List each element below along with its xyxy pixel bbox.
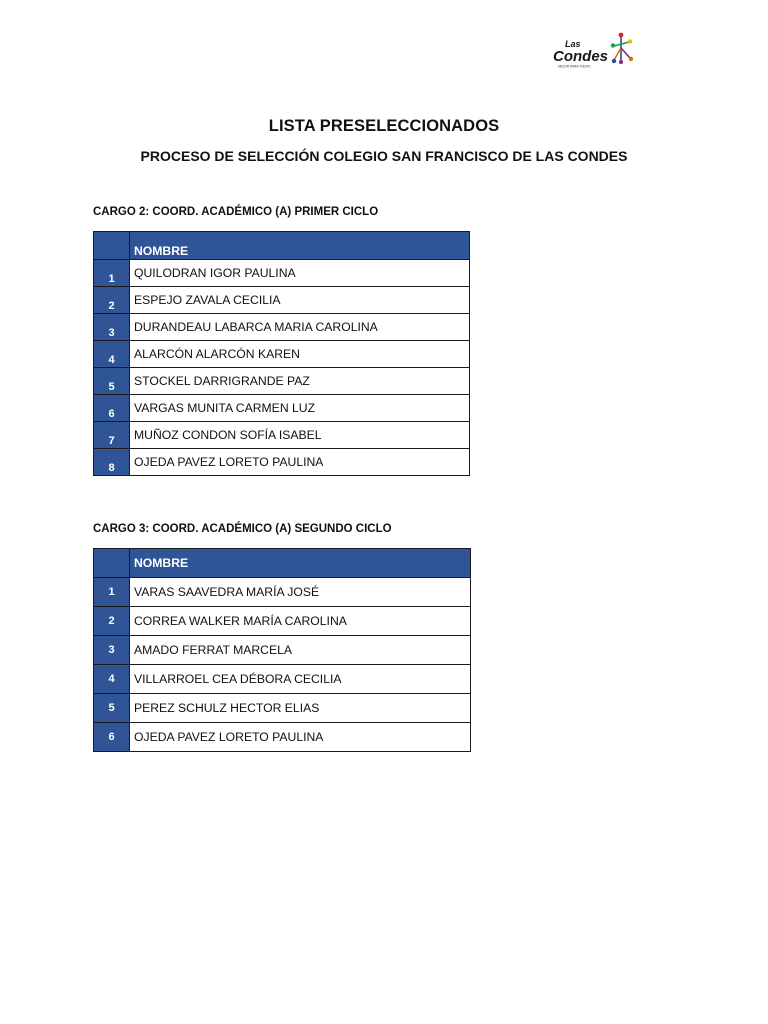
- row-name: MUÑOZ CONDON SOFÍA ISABEL: [130, 422, 470, 449]
- las-condes-logo: [552, 30, 638, 70]
- document-subtitle: PROCESO DE SELECCIÓN COLEGIO SAN FRANCISCO DE LAS CONDES: [140, 148, 628, 164]
- header-number-cell: [94, 232, 130, 260]
- table-cargo-2: [93, 231, 470, 476]
- table-row: [94, 578, 471, 607]
- header-number-cell: [94, 549, 130, 578]
- row-number: 5: [94, 368, 130, 395]
- header-name-cell: NOMBRE: [130, 232, 470, 260]
- table-row: [94, 636, 471, 665]
- section-heading-cargo-2: CARGO 2: COORD. ACADÉMICO (A) PRIMER CICLO: [93, 206, 379, 218]
- row-name: ALARCÓN ALARCÓN KAREN: [130, 341, 470, 368]
- row-name: CORREA WALKER MARÍA CAROLINA: [130, 607, 471, 636]
- table-row: [94, 341, 470, 368]
- table-row: [94, 287, 470, 314]
- table-row: [94, 314, 470, 341]
- table-row: [94, 449, 470, 476]
- logo-figure-icon: [611, 33, 633, 64]
- row-number: 1: [94, 260, 130, 287]
- row-number: 5: [94, 694, 130, 723]
- row-name: ESPEJO ZAVALA CECILIA: [130, 287, 470, 314]
- row-number: 8: [94, 449, 130, 476]
- row-name: OJEDA PAVEZ LORETO PAULINA: [130, 449, 470, 476]
- table-row: [94, 395, 470, 422]
- row-name: DURANDEAU LABARCA MARIA CAROLINA: [130, 314, 470, 341]
- header-name-cell: NOMBRE: [130, 549, 471, 578]
- row-number: 7: [94, 422, 130, 449]
- document-title: LISTA PRESELECCIONADOS: [268, 117, 500, 135]
- table-row: [94, 368, 470, 395]
- row-number: 6: [94, 395, 130, 422]
- row-name: VARGAS MUNITA CARMEN LUZ: [130, 395, 470, 422]
- table-header-row: [94, 232, 470, 260]
- row-name: VARAS SAAVEDRA MARÍA JOSÉ: [130, 578, 471, 607]
- row-name: VILLARROEL CEA DÉBORA CECILIA: [130, 665, 471, 694]
- row-name: OJEDA PAVEZ LORETO PAULINA: [130, 723, 471, 752]
- row-number: 2: [94, 287, 130, 314]
- table-header-row: [94, 549, 471, 578]
- section-heading-cargo-3: CARGO 3: COORD. ACADÉMICO (A) SEGUNDO CICLO: [93, 523, 392, 535]
- logo-text-top: Las: [565, 39, 581, 49]
- row-name: AMADO FERRAT MARCELA: [130, 636, 471, 665]
- table-row: [94, 422, 470, 449]
- row-name: QUILODRAN IGOR PAULINA: [130, 260, 470, 287]
- table-row: [94, 694, 471, 723]
- row-number: 3: [94, 636, 130, 665]
- row-name: PEREZ SCHULZ HECTOR ELIAS: [130, 694, 471, 723]
- table-cargo-3: [93, 548, 471, 752]
- row-name: STOCKEL DARRIGRANDE PAZ: [130, 368, 470, 395]
- row-number: 4: [94, 341, 130, 368]
- row-number: 6: [94, 723, 130, 752]
- row-number: 3: [94, 314, 130, 341]
- row-number: 1: [94, 578, 130, 607]
- table-row: [94, 723, 471, 752]
- table-row: [94, 665, 471, 694]
- row-number: 2: [94, 607, 130, 636]
- logo-tagline: MEJOR PARA TODOS: [558, 64, 591, 69]
- row-number: 4: [94, 665, 130, 694]
- logo-text-main: Condes: [553, 48, 609, 65]
- table-row: [94, 260, 470, 287]
- table-row: [94, 607, 471, 636]
